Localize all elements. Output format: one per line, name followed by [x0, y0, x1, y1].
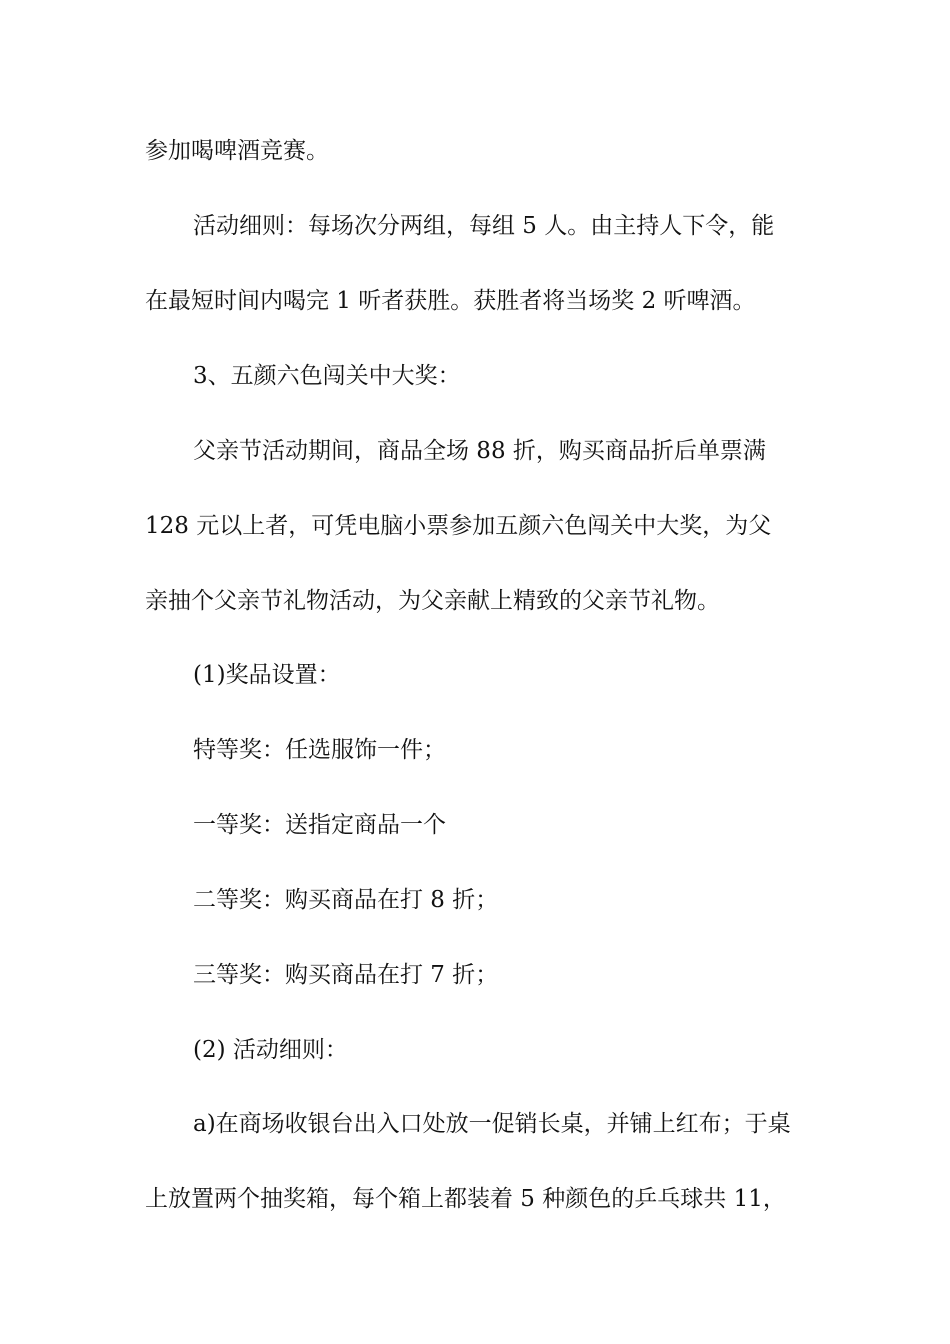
text-line-1: 参加喝啤酒竞赛。	[145, 138, 329, 164]
prize-third: 三等奖：购买商品在打 7 折；	[193, 962, 499, 988]
text-line-3: 在最短时间内喝完 1 听者获胜。获胜者将当场奖 2 听啤酒。	[145, 288, 756, 314]
prize-second: 二等奖：购买商品在打 8 折；	[193, 887, 499, 913]
text-line-5: 父亲节活动期间，商品全场 88 折，购买商品折后单票满	[193, 438, 766, 464]
subheading-prize-settings: (1)奖品设置：	[193, 662, 341, 688]
text-line-6: 128 元以上者，可凭电脑小票参加五颜六色闯关中大奖，为父	[145, 513, 772, 539]
prize-special: 特等奖：任选服饰一件；	[193, 737, 446, 763]
subheading-activity-rules: (2) 活动细则：	[193, 1037, 348, 1063]
text-line-15: 上放置两个抽奖箱，每个箱上都装着 5 种颜色的乒乓球共 11，	[145, 1186, 786, 1212]
text-line-14: a)在商场收银台出入口处放一促销长桌，并铺上红布；于桌	[193, 1111, 791, 1137]
text-line-2: 活动细则：每场次分两组，每组 5 人。由主持人下令，能	[193, 213, 775, 239]
prize-first: 一等奖：送指定商品一个	[193, 812, 446, 838]
text-line-7: 亲抽个父亲节礼物活动，为父亲献上精致的父亲节礼物。	[145, 588, 720, 614]
section-heading-3: 3、五颜六色闯关中大奖：	[193, 363, 461, 389]
